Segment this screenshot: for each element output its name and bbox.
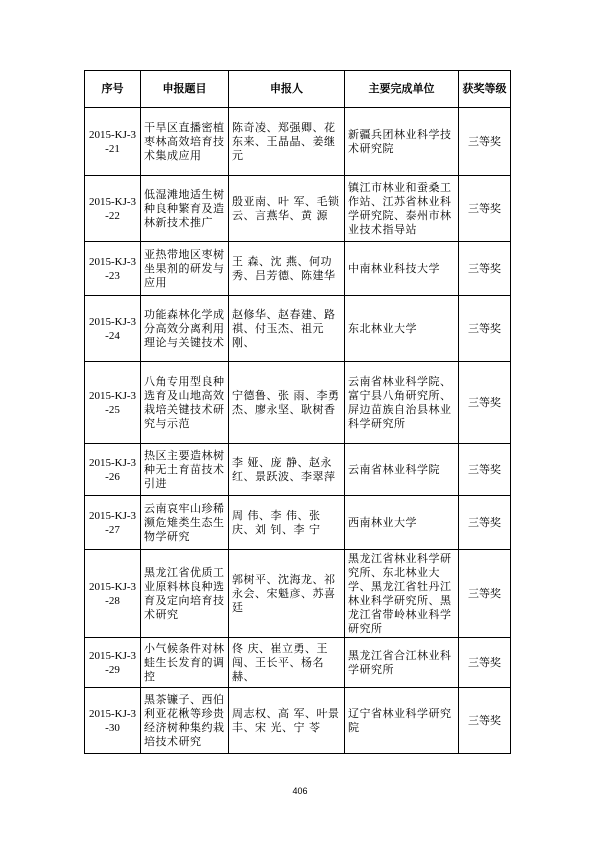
- row-award: 三等奖: [459, 176, 511, 242]
- row-title: 云南哀牢山珍稀濒危雉类生态生物学研究: [141, 496, 229, 550]
- table-row: [85, 176, 511, 242]
- row-title: 热区主要造林树种无土育苗技术引进: [141, 444, 229, 496]
- row-people: 赵修华、赵春建、路祺、付玉杰、祖元刚、: [229, 296, 345, 362]
- table-header-row: [85, 71, 511, 108]
- page-number: 406: [292, 786, 308, 796]
- row-unit: 镇江市林业和蚕桑工作站、江苏省林业科学研究院、泰州市林业技术指导站: [345, 176, 459, 242]
- row-title: 功能森林化学成分高效分离利用理论与关键技术: [141, 296, 229, 362]
- row-no: 2015-KJ-3-23: [85, 242, 141, 296]
- row-people: 殷亚南、叶 军、毛锁云、言燕华、黄 源: [229, 176, 345, 242]
- row-no: 2015-KJ-3-24: [85, 296, 141, 362]
- row-title: 干旱区直播密植枣林高效培育技术集成应用: [141, 108, 229, 176]
- row-title: 黑龙江省优质工业原料林良种选育及定向培育技术研究: [141, 550, 229, 638]
- header-people: 申报人: [229, 71, 345, 108]
- row-unit: 中南林业科技大学: [345, 242, 459, 296]
- row-award: 三等奖: [459, 242, 511, 296]
- row-unit: 黑龙江省合江林业科学研究所: [345, 638, 459, 688]
- header-no: 序号: [85, 71, 141, 108]
- table-row: [85, 444, 511, 496]
- table-row: [85, 362, 511, 444]
- row-unit: 辽宁省林业科学研究院: [345, 688, 459, 754]
- row-award: 三等奖: [459, 108, 511, 176]
- row-no: 2015-KJ-3-22: [85, 176, 141, 242]
- row-award: 三等奖: [459, 496, 511, 550]
- row-people: 陈奇凌、郑强卿、花东来、王晶晶、姜继元: [229, 108, 345, 176]
- row-no: 2015-KJ-3-25: [85, 362, 141, 444]
- row-title: 亚热带地区枣树坐果剂的研发与应用: [141, 242, 229, 296]
- row-people: 佟 庆、崔立勇、王闯、王长平、杨名赫、: [229, 638, 345, 688]
- table-row: [85, 550, 511, 638]
- row-title: 小气候条件对林蛙生长发育的调控: [141, 638, 229, 688]
- header-unit: 主要完成单位: [345, 71, 459, 108]
- row-title: 八角专用型良种选育及山地高效栽培关键技术研究与示范: [141, 362, 229, 444]
- table-row: [85, 638, 511, 688]
- row-unit: 新疆兵团林业科学技术研究院: [345, 108, 459, 176]
- table-row: [85, 688, 511, 754]
- row-unit: 黑龙江省林业科学研究所、东北林业大学、黑龙江省牡丹江林业科学研究所、黑龙江省带岭林业科学研究所: [345, 550, 459, 638]
- row-no: 2015-KJ-3-26: [85, 444, 141, 496]
- row-no: 2015-KJ-3-27: [85, 496, 141, 550]
- row-people: 郭树平、沈海龙、祁永会、宋魁彦、苏喜廷: [229, 550, 345, 638]
- row-people: 李 娅、庞 静、赵永红、景跃波、李翠萍: [229, 444, 345, 496]
- header-award: 获奖等级: [459, 71, 511, 108]
- row-no: 2015-KJ-3-29: [85, 638, 141, 688]
- row-unit: 云南省林业科学院、富宁县八角研究所、屏边苗族自治县林业科学研究所: [345, 362, 459, 444]
- award-table: [84, 70, 511, 754]
- row-people: 周 伟、李 伟、张 庆、刘 钊、李 宁: [229, 496, 345, 550]
- row-people: 周志权、高 军、叶景丰、宋 光、宁 苓: [229, 688, 345, 754]
- row-unit: 西南林业大学: [345, 496, 459, 550]
- header-title: 申报题目: [141, 71, 229, 108]
- row-no: 2015-KJ-3-30: [85, 688, 141, 754]
- table-row: [85, 496, 511, 550]
- row-no: 2015-KJ-3-28: [85, 550, 141, 638]
- row-award: 三等奖: [459, 296, 511, 362]
- row-award: 三等奖: [459, 688, 511, 754]
- row-title: 黑茶镰子、西伯利亚花楸等珍贵经济树种集约栽培技术研究: [141, 688, 229, 754]
- row-title: 低湿滩地适生树种良种繁育及造林新技术推广: [141, 176, 229, 242]
- table-row: [85, 108, 511, 176]
- table-row: [85, 242, 511, 296]
- row-people: 王 森、沈 燕、何功秀、吕芳德、陈建华: [229, 242, 345, 296]
- row-award: 三等奖: [459, 444, 511, 496]
- row-award: 三等奖: [459, 638, 511, 688]
- row-unit: 云南省林业科学院: [345, 444, 459, 496]
- row-award: 三等奖: [459, 550, 511, 638]
- table-row: [85, 296, 511, 362]
- row-people: 宁德鲁、张 雨、李勇杰、廖永坚、耿树香: [229, 362, 345, 444]
- row-award: 三等奖: [459, 362, 511, 444]
- row-no: 2015-KJ-3-21: [85, 108, 141, 176]
- row-unit: 东北林业大学: [345, 296, 459, 362]
